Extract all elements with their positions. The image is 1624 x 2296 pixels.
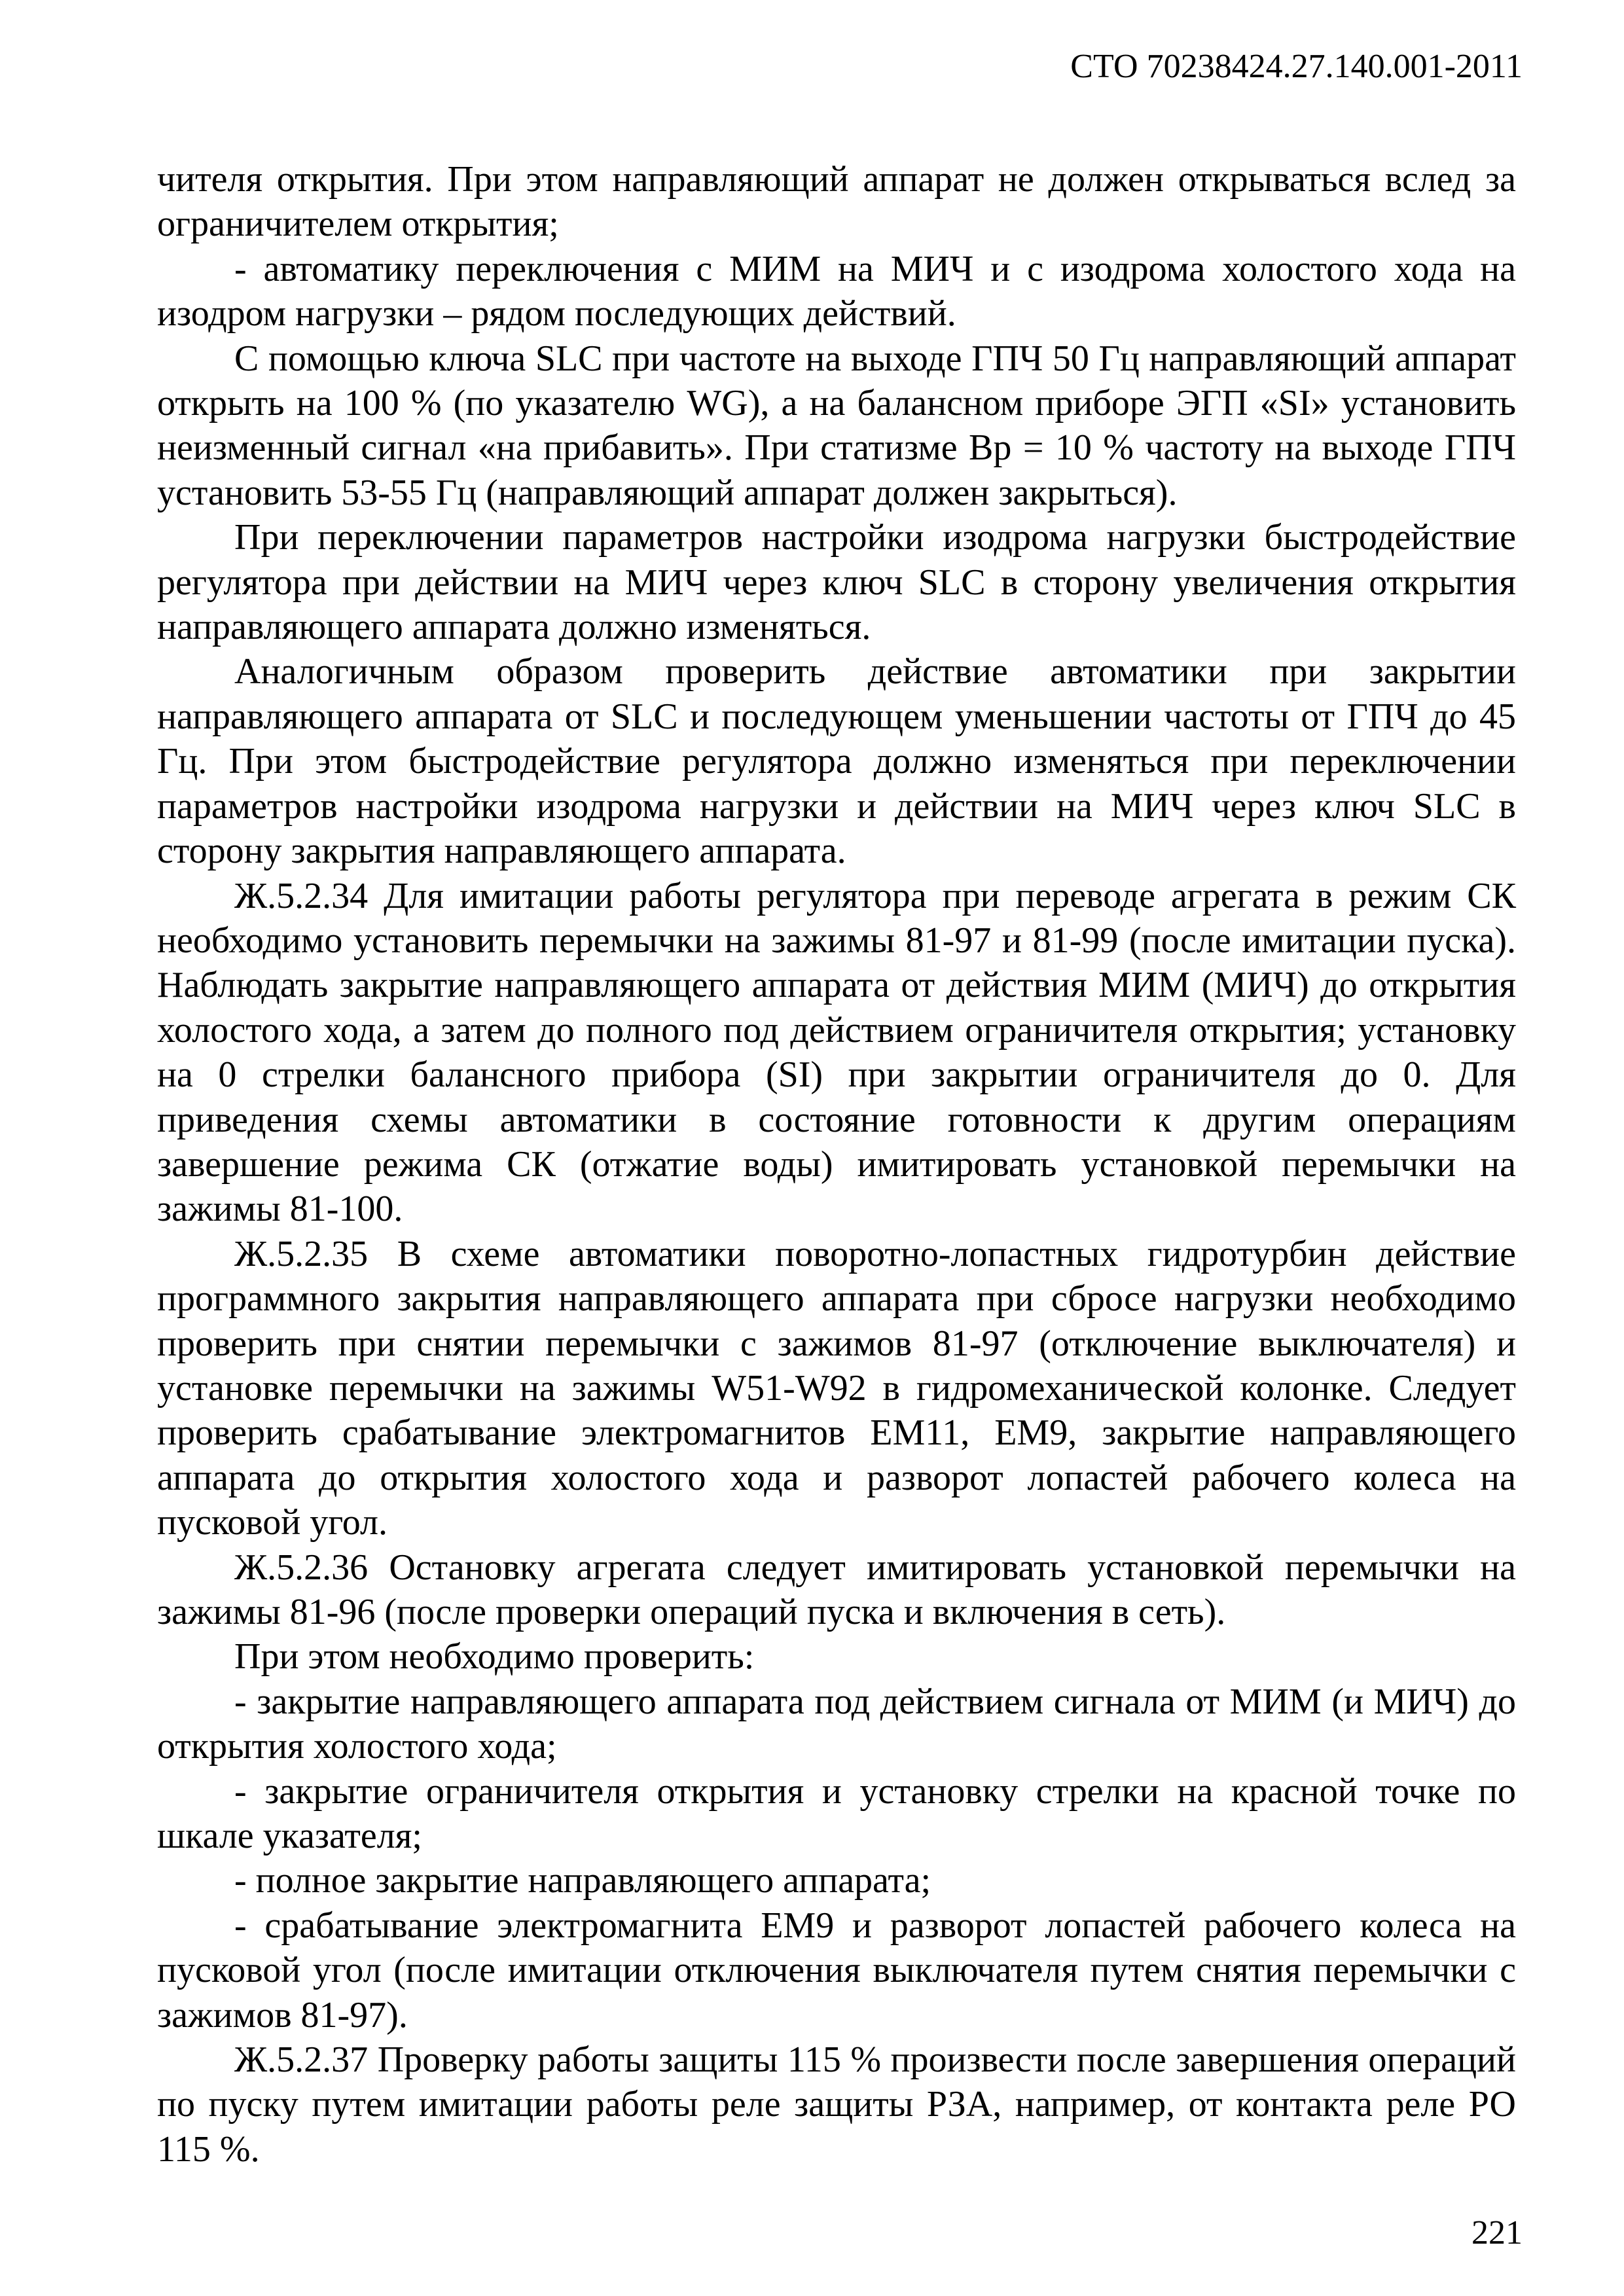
paragraph-11: - полное закрытие направляющего аппарата;: [234, 1860, 931, 1901]
paragraph-3: При переключении параметров настройки изодрома нагрузки быстродействие регулятора при действии на МИЧ через ключ SLC в сторону увеличения открытия направляющего аппарата должно изменяться.: [157, 517, 1516, 648]
paragraph-4: Аналогичным образом проверить действие автоматики при закрытии направляющего аппарата от SLC и последующем уменьшении частоты от ГПЧ до 45 Гц. При этом быстродействие регулятора должно изменяться при переключении параметров настройки изодрома нагрузки и действии на МИЧ через ключ SLC в сторону закрытия направляющего аппарата.: [157, 651, 1516, 872]
paragraph-7: Ж.5.2.36 Остановку агрегата следует имитировать установкой перемычки на зажимы 81-96 (после проверки операций пуска и включения в сеть).: [157, 1547, 1516, 1632]
paragraph-12: - срабатывание электромагнита ЕМ9 и разворот лопастей рабочего колеса на пусковой угол (после имитации отключения выключателя путем снятия перемычки с зажимов 81-97).: [157, 1905, 1516, 2036]
paragraph-10: - закрытие ограничителя открытия и установку стрелки на красной точке по шкале указателя;: [157, 1770, 1516, 1857]
body-text: [157, 157, 1516, 2172]
paragraph-6: Ж.5.2.35 В схеме автоматики поворотно-лопастных гидротурбин действие программного закрытия направляющего аппарата при сбросе нагрузки необходимо проверить при снятии перемычки с зажимов 81-97 (отключение выключателя) и установке перемычки на зажимы W51-W92 в гидромеханической колонке. Следует проверить срабатывание электромагнитов ЕМ11, ЕМ9, закрытие направляющего аппарата до открытия холостого хода и разворот лопастей рабочего колеса на пусковой угол.: [157, 1233, 1516, 1543]
paragraph-9: - закрытие направляющего аппарата под действием сигнала от МИМ (и МИЧ) до открытия холостого хода;: [157, 1681, 1516, 1767]
paragraph-2: С помощью ключа SLC при частоте на выходе ГПЧ 50 Гц направляющий аппарат открыть на 100 % (по указателю WG), а на балансном приборе ЭГП «SI» установить неизменный сигнал «на прибавить». При статизме Bp = 10 % частоту на выходе ГПЧ установить 53-55 Гц (направляющий аппарат должен закрыться).: [157, 338, 1516, 513]
paragraph-5: Ж.5.2.34 Для имитации работы регулятора при переводе агрегата в режим СК необходимо установить перемычки на зажимы 81-97 и 81-99 (после имитации пуска). Наблюдать закрытие направляющего аппарата от действия МИМ (МИЧ) до открытия холостого хода, а затем до полного под действием ограничителя открытия; установку на 0 стрелки балансного прибора (SI) при закрытии ограничителя до 0. Для приведения схемы автоматики в состояние готовности к другим операциям завершение режима СК (отжатие воды) имитировать установкой перемычки на зажимы 81-100.: [157, 875, 1516, 1230]
document-code-header: СТО 70238424.27.140.001-2011: [1070, 48, 1523, 85]
paragraph-13: Ж.5.2.37 Проверку работы защиты 115 % произвести после завершения операций по пуску путем имитации работы реле защиты РЗА, например, от контакта реле РО 115 %.: [157, 2039, 1516, 2170]
paragraph-0: чителя открытия. При этом направляющий аппарат не должен открываться вслед за ограничителем открытия;: [157, 159, 1516, 245]
paragraph-1: - автоматику переключения с МИМ на МИЧ и с изодрома холостого хода на изодром нагрузки – рядом последующих действий.: [157, 248, 1516, 334]
paragraph-8: При этом необходимо проверить:: [234, 1636, 755, 1677]
page-number: 221: [1471, 2214, 1523, 2251]
